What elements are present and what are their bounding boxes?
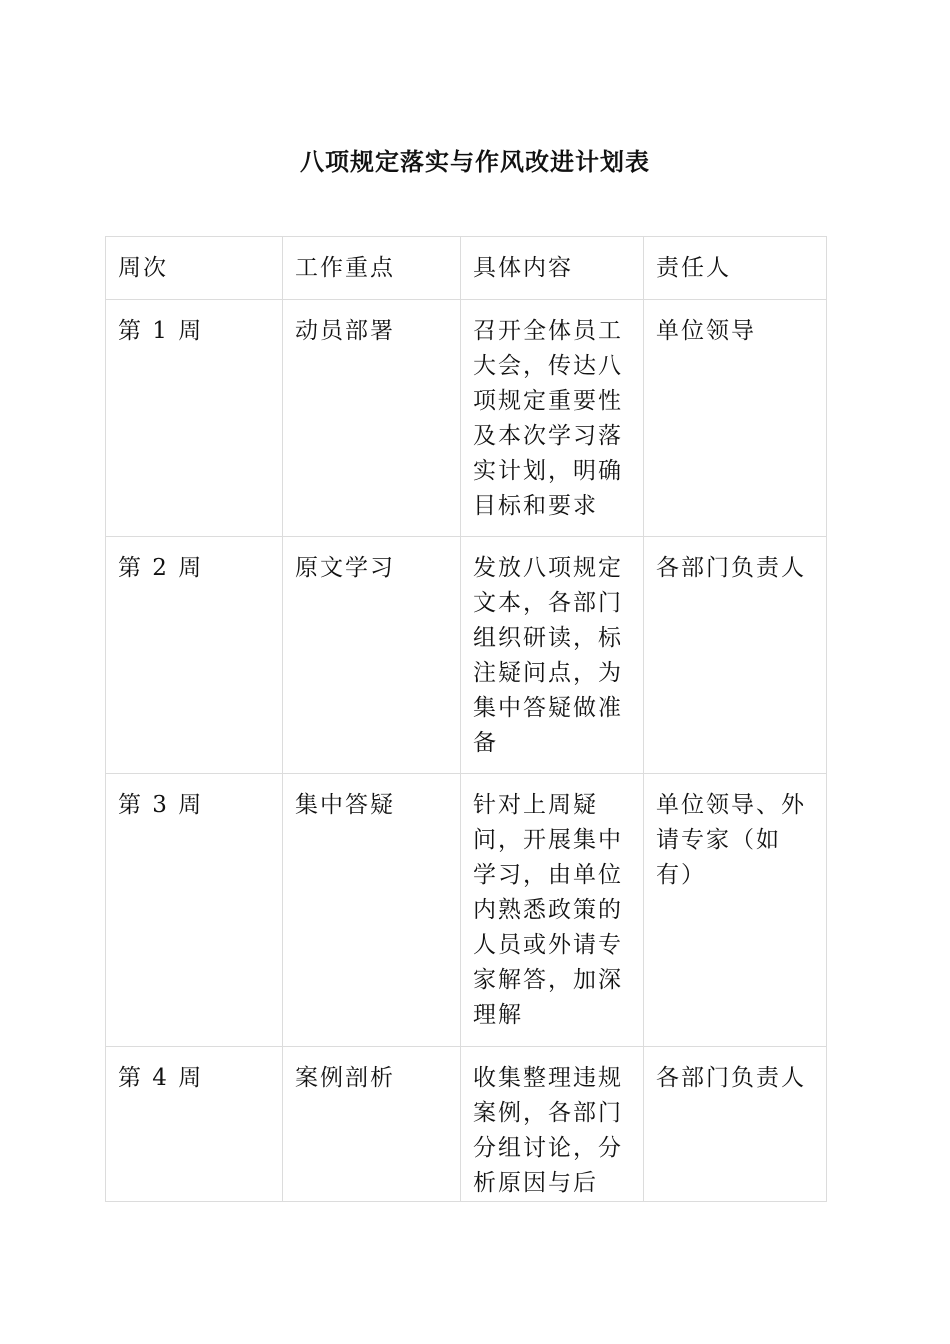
- cell-owner: 单位领导、外请专家（如有）: [644, 774, 827, 1047]
- cell-focus: 案例剖析: [283, 1047, 461, 1202]
- cell-content: 召开全体员工大会，传达八项规定重要性及本次学习落实计划，明确目标和要求: [461, 300, 644, 537]
- table-header-row: [106, 237, 827, 300]
- cell-focus: 集中答疑: [283, 774, 461, 1047]
- header-content: 具体内容: [461, 237, 644, 300]
- table-row: [106, 774, 827, 1047]
- cell-content: 针对上周疑问，开展集中学习，由单位内熟悉政策的人员或外请专家解答，加深理解: [461, 774, 644, 1047]
- header-focus: 工作重点: [283, 237, 461, 300]
- cell-week: 第 4 周: [106, 1047, 283, 1202]
- cell-week: 第 3 周: [106, 774, 283, 1047]
- header-week: 周次: [106, 237, 283, 300]
- cell-focus: 动员部署: [283, 300, 461, 537]
- cell-content: 收集整理违规案例，各部门分组讨论，分析原因与后: [461, 1047, 644, 1202]
- table-row: [106, 1047, 827, 1202]
- header-owner: 责任人: [644, 237, 827, 300]
- plan-table: [105, 236, 827, 1202]
- cell-week: 第 2 周: [106, 537, 283, 774]
- page-title: 八项规定落实与作风改进计划表: [300, 148, 650, 176]
- table-row: [106, 537, 827, 774]
- cell-content: 发放八项规定文本，各部门组织研读，标注疑问点，为集中答疑做准备: [461, 537, 644, 774]
- cell-owner: 各部门负责人: [644, 1047, 827, 1202]
- cell-week: 第 1 周: [106, 300, 283, 537]
- cell-owner: 各部门负责人: [644, 537, 827, 774]
- table-row: [106, 300, 827, 537]
- cell-owner: 单位领导: [644, 300, 827, 537]
- cell-focus: 原文学习: [283, 537, 461, 774]
